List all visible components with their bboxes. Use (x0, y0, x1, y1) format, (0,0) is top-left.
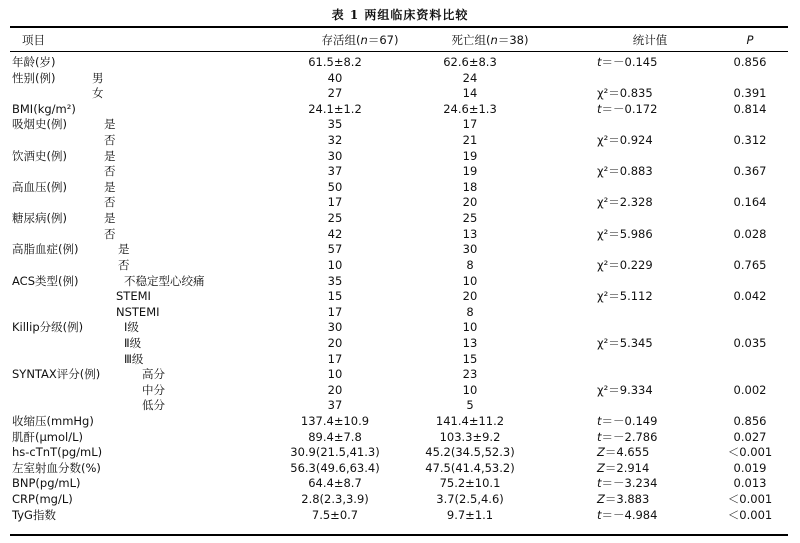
table-row (0, 211, 800, 227)
table-row (0, 133, 800, 149)
row-label: 吸烟史(例) (12, 117, 67, 132)
table-row (0, 445, 800, 461)
table-row (0, 86, 800, 102)
p-value: 0.164 (733, 195, 767, 210)
row-sublabel: 是 (104, 179, 116, 194)
death-value: 10 (462, 382, 478, 397)
row-sublabel: STEMI (116, 289, 151, 304)
statistic-symbol: Z (597, 492, 605, 507)
survival-value: 10 (327, 367, 343, 382)
p-value: 0.856 (733, 55, 767, 69)
death-value: 14 (462, 86, 478, 101)
statistic-number: ＝0.229 (608, 257, 653, 272)
row-label: TyG指数 (12, 507, 56, 522)
survival-value: 50 (327, 179, 343, 194)
survival-value: 20 (327, 382, 343, 397)
p-value: ＜0.001 (727, 492, 773, 507)
table-row (0, 117, 800, 133)
statistic-symbol: χ² (597, 164, 609, 179)
table-caption: 表 1 两组临床资料比较 (331, 8, 469, 22)
survival-value: 24.1±1.2 (308, 101, 362, 116)
table-row (0, 352, 800, 368)
survival-value: 32 (327, 133, 343, 148)
row-sublabel: 否 (104, 226, 116, 241)
survival-value: 17 (327, 195, 343, 210)
row-sublabel: 是 (104, 148, 116, 163)
statistic-symbol: χ² (597, 382, 609, 397)
table-row (0, 289, 800, 305)
row-label: 性别(例) (12, 70, 56, 85)
statistic-number: ＝－0.172 (601, 101, 658, 116)
row-sublabel: NSTEMI (116, 304, 160, 319)
death-value: 25 (462, 211, 478, 226)
statistic-value (597, 461, 649, 477)
statistic-number: ＝0.924 (608, 133, 653, 148)
statistic-value (597, 289, 653, 305)
death-value: 24.6±1.3 (443, 101, 497, 116)
table-row (0, 430, 800, 446)
statistic-value (597, 430, 657, 446)
death-value: 19 (462, 164, 478, 179)
survival-value: 35 (327, 117, 343, 132)
statistic-value (597, 164, 653, 180)
p-value: 0.765 (733, 257, 767, 272)
row-label: 年龄(岁) (12, 55, 56, 69)
row-label: 肌酐(μmol/L) (12, 429, 84, 444)
survival-value: 15 (327, 289, 343, 304)
header-statistic: 统计值 (632, 33, 668, 47)
statistic-symbol: χ² (597, 195, 609, 210)
death-value: 9.7±1.1 (446, 507, 494, 522)
row-sublabel: 否 (118, 257, 130, 272)
statistic-number: ＝－0.149 (601, 414, 658, 429)
table-row (0, 336, 800, 352)
row-sublabel: 是 (104, 211, 116, 226)
death-value: 3.7(2.5,4.6) (436, 492, 504, 507)
statistic-symbol: χ² (597, 86, 609, 101)
row-sublabel: Ⅰ级 (124, 320, 139, 335)
survival-value: 40 (327, 70, 343, 85)
header-survival-group: 存活组(n＝67) (321, 33, 399, 47)
table-top-rule (10, 26, 788, 28)
row-sublabel: 不稳定型心绞痛 (124, 273, 205, 288)
death-value: 13 (462, 226, 478, 241)
row-label: 高血压(例) (12, 179, 67, 194)
row-label: Killip分级(例) (12, 320, 84, 335)
survival-value: 57 (327, 242, 343, 257)
table-row (0, 414, 800, 430)
statistic-number: ＝－4.984 (601, 507, 658, 522)
statistic-symbol: χ² (597, 133, 609, 148)
statistic-value (597, 133, 653, 149)
row-sublabel: 否 (104, 164, 116, 179)
statistic-value (597, 195, 653, 211)
statistic-number: ＝5.345 (608, 335, 653, 350)
table-row (0, 227, 800, 243)
table-row (0, 180, 800, 196)
statistic-value (597, 445, 649, 461)
row-sublabel: 男 (92, 70, 104, 85)
statistic-symbol: t (597, 55, 602, 69)
p-value: 0.814 (733, 101, 767, 116)
p-value: 0.027 (733, 429, 767, 444)
table-row (0, 383, 800, 399)
table-row (0, 305, 800, 321)
statistic-value (597, 414, 657, 430)
table-header-rule (10, 51, 788, 52)
death-value: 20 (462, 195, 478, 210)
row-label: 高脂血症(例) (12, 242, 79, 257)
row-sublabel: 否 (104, 133, 116, 148)
table-row (0, 164, 800, 180)
row-label: hs-cTnT(pg/mL) (12, 445, 103, 460)
table-row (0, 55, 800, 71)
survival-value: 37 (327, 398, 343, 413)
row-label: 糖尿病(例) (12, 211, 67, 226)
death-value: 23 (462, 367, 478, 382)
statistic-value (597, 102, 657, 118)
survival-value: 35 (327, 273, 343, 288)
table-row (0, 320, 800, 336)
survival-value: 2.8(2.3,3.9) (301, 492, 369, 507)
row-label: BMI(kg/m²) (12, 101, 76, 116)
survival-value: 30 (327, 148, 343, 163)
row-sublabel: 中分 (142, 382, 165, 397)
p-value: 0.002 (733, 382, 767, 397)
death-value: 5 (466, 398, 474, 413)
statistic-value (597, 383, 653, 399)
statistic-value (597, 86, 653, 102)
death-value: 18 (462, 179, 478, 194)
statistic-value (597, 227, 653, 243)
row-label: 收缩压(mmHg) (12, 414, 94, 429)
row-sublabel: 是 (104, 117, 116, 132)
p-value: 0.013 (733, 476, 767, 491)
death-value: 75.2±10.1 (439, 476, 501, 491)
statistic-number: ＝9.334 (608, 382, 653, 397)
statistic-symbol: t (597, 414, 602, 429)
table-row (0, 508, 800, 524)
header-death-group: 死亡组(n＝38) (451, 33, 529, 47)
statistic-number: ＝－2.786 (601, 429, 658, 444)
table-row (0, 274, 800, 290)
row-sublabel: 女 (92, 86, 104, 101)
statistic-value (597, 55, 657, 71)
survival-value: 61.5±8.2 (308, 55, 362, 69)
death-value: 13 (462, 335, 478, 350)
p-value: 0.367 (733, 164, 767, 179)
survival-value: 137.4±10.9 (300, 414, 370, 429)
death-value: 15 (462, 351, 478, 366)
statistic-value (597, 258, 653, 274)
row-sublabel: 否 (104, 195, 116, 210)
statistic-value (597, 508, 657, 524)
row-sublabel: Ⅲ级 (124, 351, 144, 366)
survival-value: 17 (327, 351, 343, 366)
death-value: 47.5(41.4,53.2) (425, 460, 515, 475)
statistic-value (597, 336, 653, 352)
statistic-symbol: t (597, 476, 602, 491)
survival-value: 10 (327, 257, 343, 272)
statistic-number: ＝5.986 (608, 226, 653, 241)
table-row (0, 102, 800, 118)
death-value: 10 (462, 273, 478, 288)
survival-value: 30 (327, 320, 343, 335)
p-value: 0.856 (733, 414, 767, 429)
table-body (0, 55, 800, 523)
survival-value: 27 (327, 86, 343, 101)
table-row (0, 258, 800, 274)
statistic-value (597, 476, 657, 492)
statistic-symbol: χ² (597, 289, 609, 304)
statistic-symbol: Z (597, 460, 605, 475)
survival-value: 56.3(49.6,63.4) (290, 460, 380, 475)
row-sublabel: 是 (118, 242, 130, 257)
survival-value: 37 (327, 164, 343, 179)
table-row (0, 149, 800, 165)
header-item: 项目 (22, 33, 45, 47)
survival-value: 17 (327, 304, 343, 319)
death-value: 17 (462, 117, 478, 132)
survival-value: 64.4±8.7 (308, 476, 362, 491)
death-value: 21 (462, 133, 478, 148)
death-value: 20 (462, 289, 478, 304)
statistic-number: ＝4.655 (604, 445, 650, 460)
row-label: ACS类型(例) (12, 273, 79, 288)
statistic-number: ＝－0.145 (601, 55, 658, 69)
table-row (0, 476, 800, 492)
statistic-symbol: Z (597, 445, 605, 460)
survival-value: 7.5±0.7 (311, 507, 359, 522)
row-label: SYNTAX评分(例) (12, 367, 101, 382)
table-row (0, 242, 800, 258)
death-value: 62.6±8.3 (443, 55, 497, 69)
statistic-symbol: t (597, 429, 602, 444)
statistic-symbol: χ² (597, 257, 609, 272)
statistic-number: ＝2.328 (608, 195, 653, 210)
row-label: BNP(pg/mL) (12, 476, 81, 491)
p-value: 0.028 (733, 226, 767, 241)
row-label: 饮酒史(例) (12, 148, 67, 163)
death-value: 141.4±11.2 (435, 414, 505, 429)
row-sublabel: 低分 (142, 398, 165, 413)
death-value: 8 (466, 304, 474, 319)
table-row (0, 71, 800, 87)
table-row (0, 367, 800, 383)
statistic-symbol: t (597, 507, 602, 522)
death-value: 24 (462, 70, 478, 85)
statistic-number: ＝3.883 (604, 492, 650, 507)
table-row (0, 492, 800, 508)
p-value: 0.312 (733, 133, 767, 148)
statistic-number: ＝2.914 (604, 460, 650, 475)
survival-value: 20 (327, 335, 343, 350)
survival-value: 30.9(21.5,41.3) (290, 445, 380, 460)
death-value: 19 (462, 148, 478, 163)
statistic-number: ＝－3.234 (601, 476, 658, 491)
table-row (0, 195, 800, 211)
header-p-value: P (746, 33, 754, 47)
row-label: 左室射血分数(%) (12, 460, 101, 475)
table-bottom-rule (10, 534, 788, 536)
death-value: 45.2(34.5,52.3) (425, 445, 515, 460)
survival-value: 42 (327, 226, 343, 241)
statistic-number: ＝0.883 (608, 164, 653, 179)
statistic-symbol: χ² (597, 226, 609, 241)
table-row (0, 461, 800, 477)
statistic-number: ＝5.112 (608, 289, 653, 304)
death-value: 30 (462, 242, 478, 257)
statistic-value (597, 492, 649, 508)
death-value: 8 (466, 257, 474, 272)
p-value: 0.035 (733, 335, 767, 350)
survival-value: 89.4±7.8 (308, 429, 362, 444)
row-sublabel: Ⅱ级 (124, 335, 142, 350)
death-value: 10 (462, 320, 478, 335)
p-value: 0.042 (733, 289, 767, 304)
survival-value: 25 (327, 211, 343, 226)
p-value: 0.391 (733, 86, 767, 101)
table-row (0, 398, 800, 414)
row-label: CRP(mg/L) (12, 492, 73, 507)
death-value: 103.3±9.2 (439, 429, 501, 444)
p-value: 0.019 (733, 460, 767, 475)
p-value: ＜0.001 (727, 445, 773, 460)
row-sublabel: 高分 (142, 367, 165, 382)
statistic-symbol: χ² (597, 335, 609, 350)
p-value: ＜0.001 (727, 507, 773, 522)
statistic-symbol: t (597, 101, 602, 116)
statistic-number: ＝0.835 (608, 86, 653, 101)
